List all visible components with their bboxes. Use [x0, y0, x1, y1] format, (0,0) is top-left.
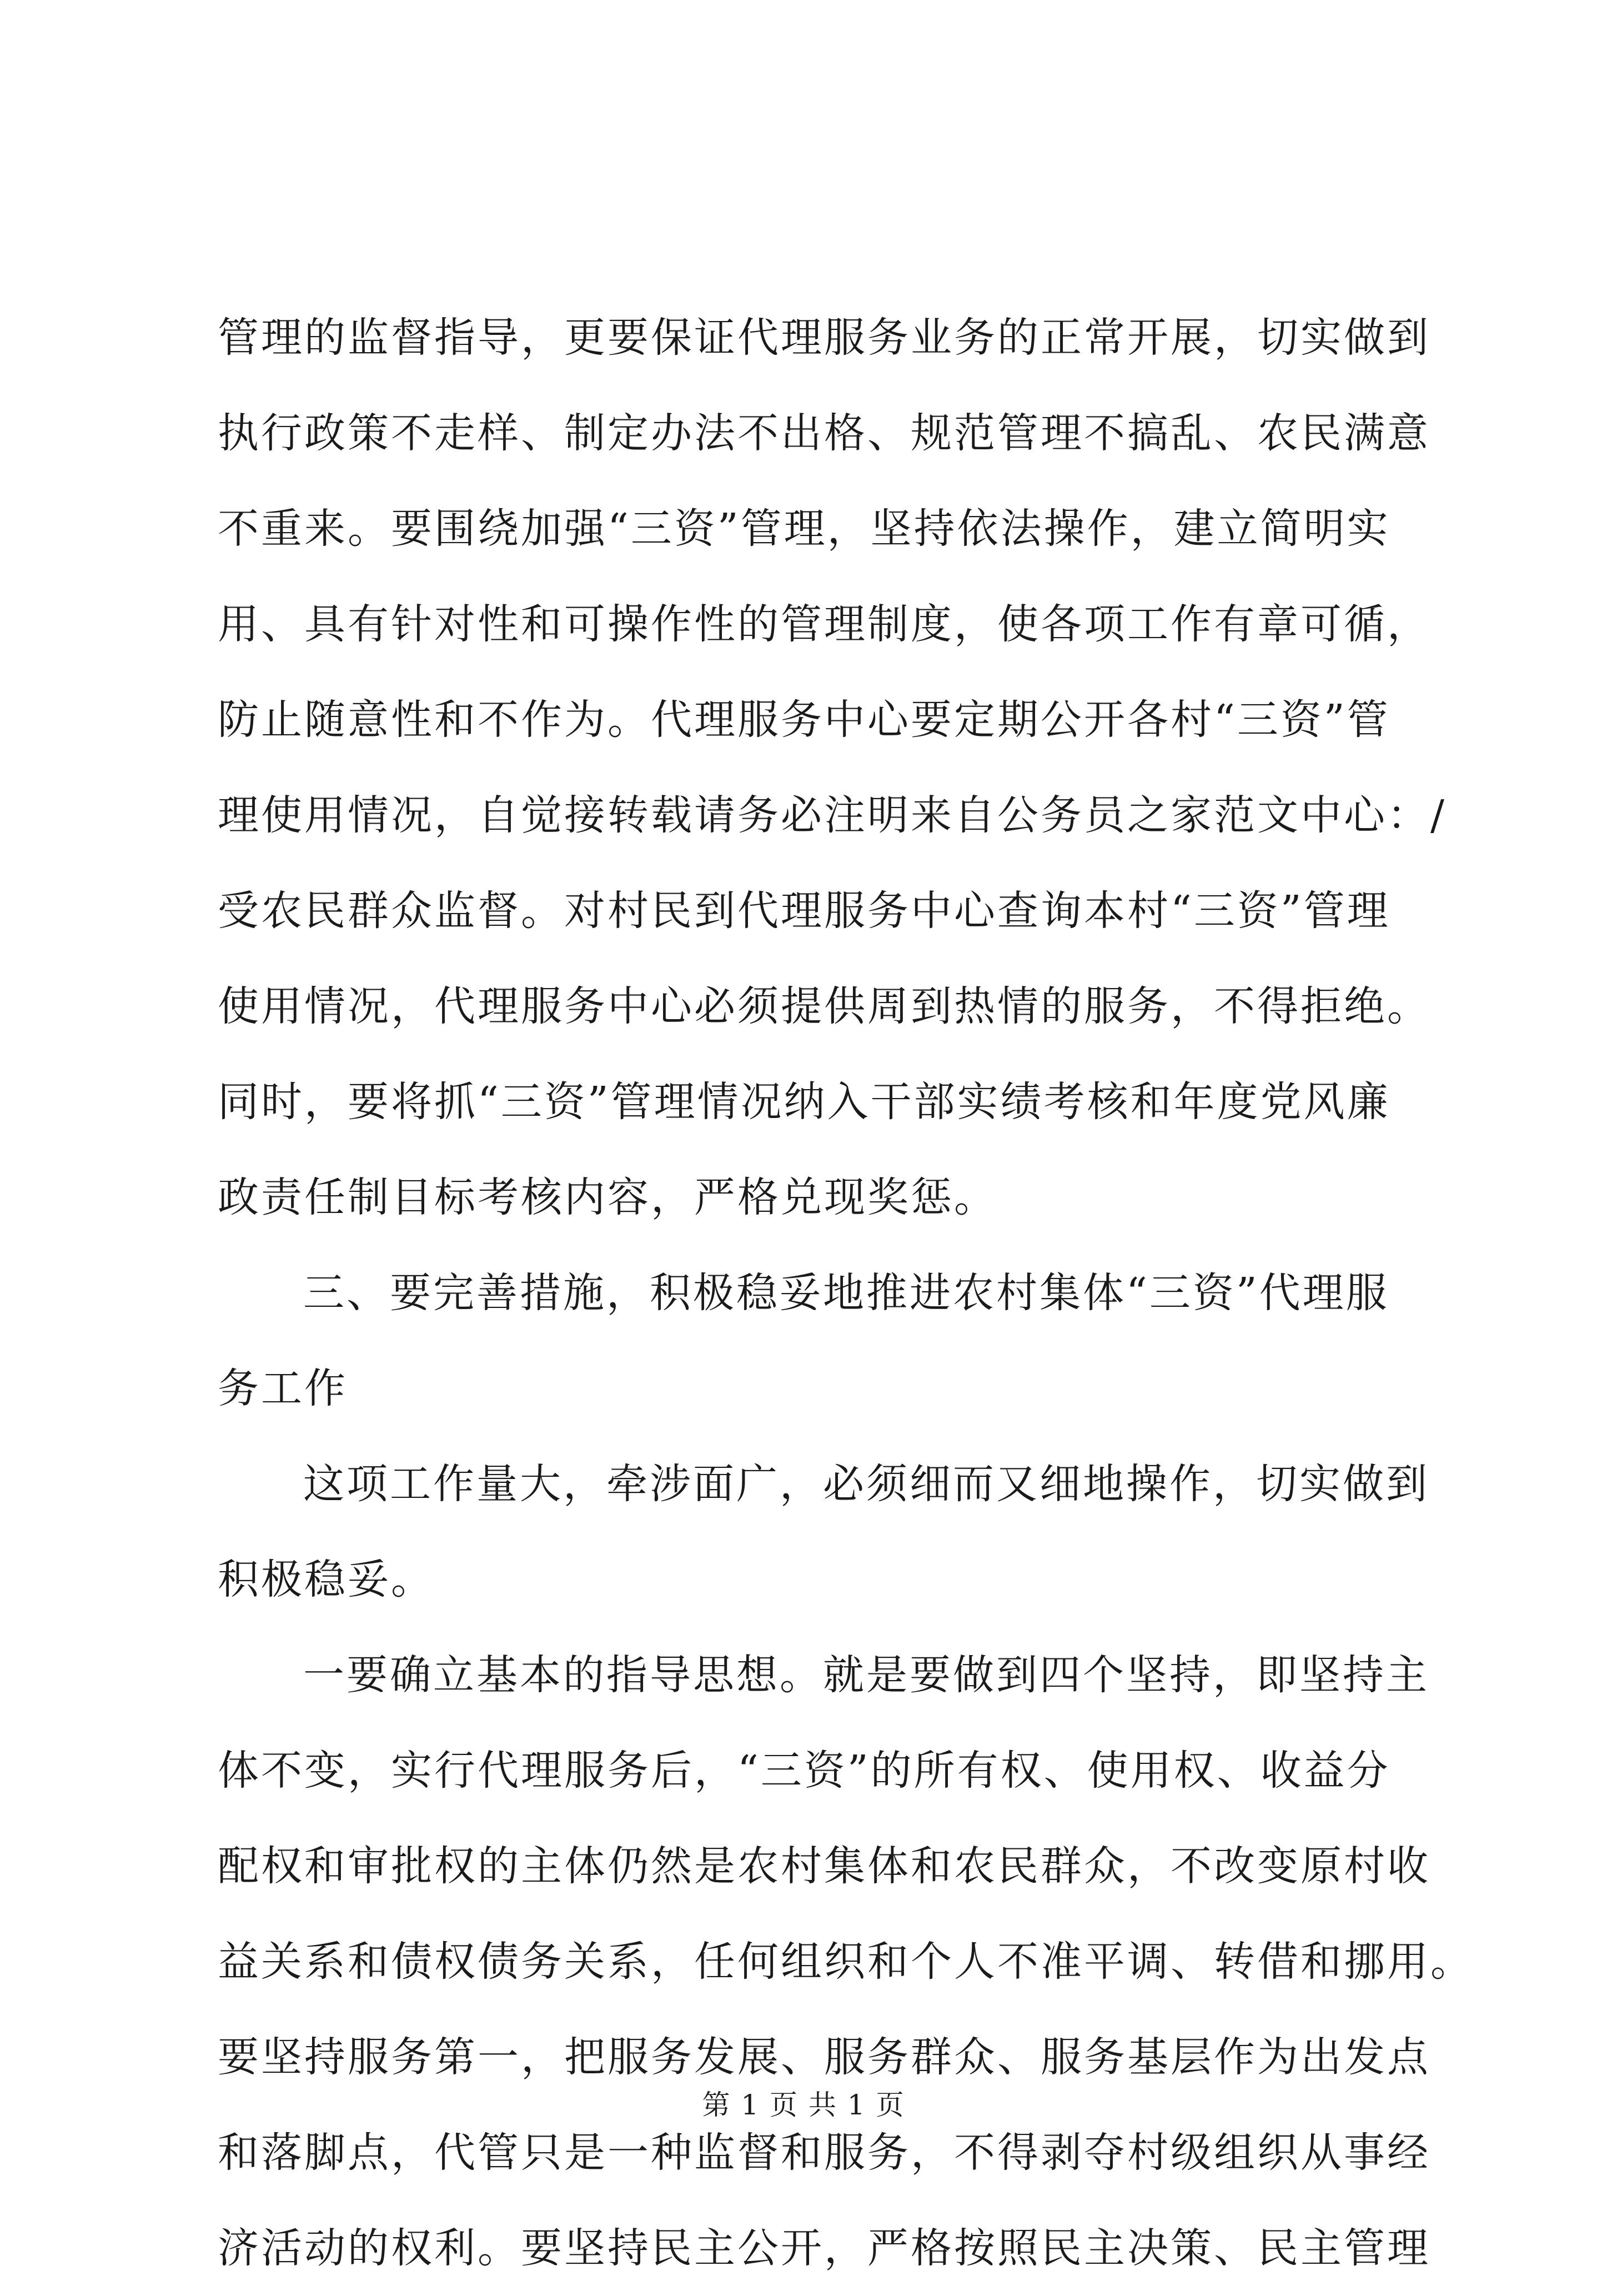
- text-line: 体不变，实行代理服务后，“三资”的所有权、使用权、收益分: [218, 1747, 1390, 1794]
- text-line: 益关系和债权债务关系，任何组织和个人不准平调、转借和挪用。: [218, 1938, 1474, 1986]
- text-line: 同时，要将抓“三资”管理情况纳入干部实绩考核和年度党风廉: [218, 1078, 1390, 1126]
- section-heading-line: 务工作: [218, 1365, 348, 1412]
- text-line: 管理的监督指导，更要保证代理服务业务的正常开展，切实做到: [218, 314, 1430, 362]
- text-line: 使用情况，代理服务中心必须提供周到热情的服务，不得拒绝。: [218, 982, 1430, 1030]
- body-text: [218, 290, 1474, 2296]
- text-line: 理使用情况，自觉接转载请务必注明来自公务员之家范文中心：/: [218, 791, 1447, 839]
- text-line: 政责任制目标考核内容，严格兑现奖惩。: [218, 1174, 997, 1221]
- text-line: 要坚持服务第一，把服务发展、服务群众、服务基层作为出发点: [218, 2033, 1430, 2081]
- text-line: 配权和审批权的主体仍然是农村集体和农民群众，不改变原村收: [218, 1842, 1430, 1890]
- section-heading-line: 三、要完善措施，积极稳妥地推进农村集体“三资”代理服: [303, 1269, 1389, 1317]
- text-line: 受农民群众监督。对村民到代理服务中心查询本村“三资”管理: [218, 887, 1390, 935]
- page-number: 第 1 页 共 1 页: [702, 2089, 905, 2121]
- text-line: 防止随意性和不作为。代理服务中心要定期公开各村“三资”管: [218, 696, 1390, 744]
- text-line: 积极稳妥。: [218, 1556, 434, 1603]
- text-line: 一要确立基本的指导思想。就是要做到四个坚持，即坚持主: [303, 1651, 1429, 1699]
- text-line: 执行政策不走样、制定办法不出格、规范管理不搞乱、农民满意: [218, 409, 1430, 457]
- text-line: 和落脚点，代管只是一种监督和服务，不得剥夺村级组织从事经: [218, 2129, 1430, 2177]
- text-line: 用、具有针对性和可操作性的管理制度，使各项工作有章可循，: [218, 600, 1430, 648]
- text-line: 不重来。要围绕加强“三资”管理，坚持依法操作，建立简明实: [218, 505, 1390, 553]
- text-line: 济活动的权利。要坚持民主公开，严格按照民主决策、民主管理: [218, 2224, 1430, 2272]
- text-line: 这项工作量大，牵涉面广，必须细而又细地操作，切实做到: [303, 1460, 1429, 1508]
- page-footer: [0, 2086, 1607, 2124]
